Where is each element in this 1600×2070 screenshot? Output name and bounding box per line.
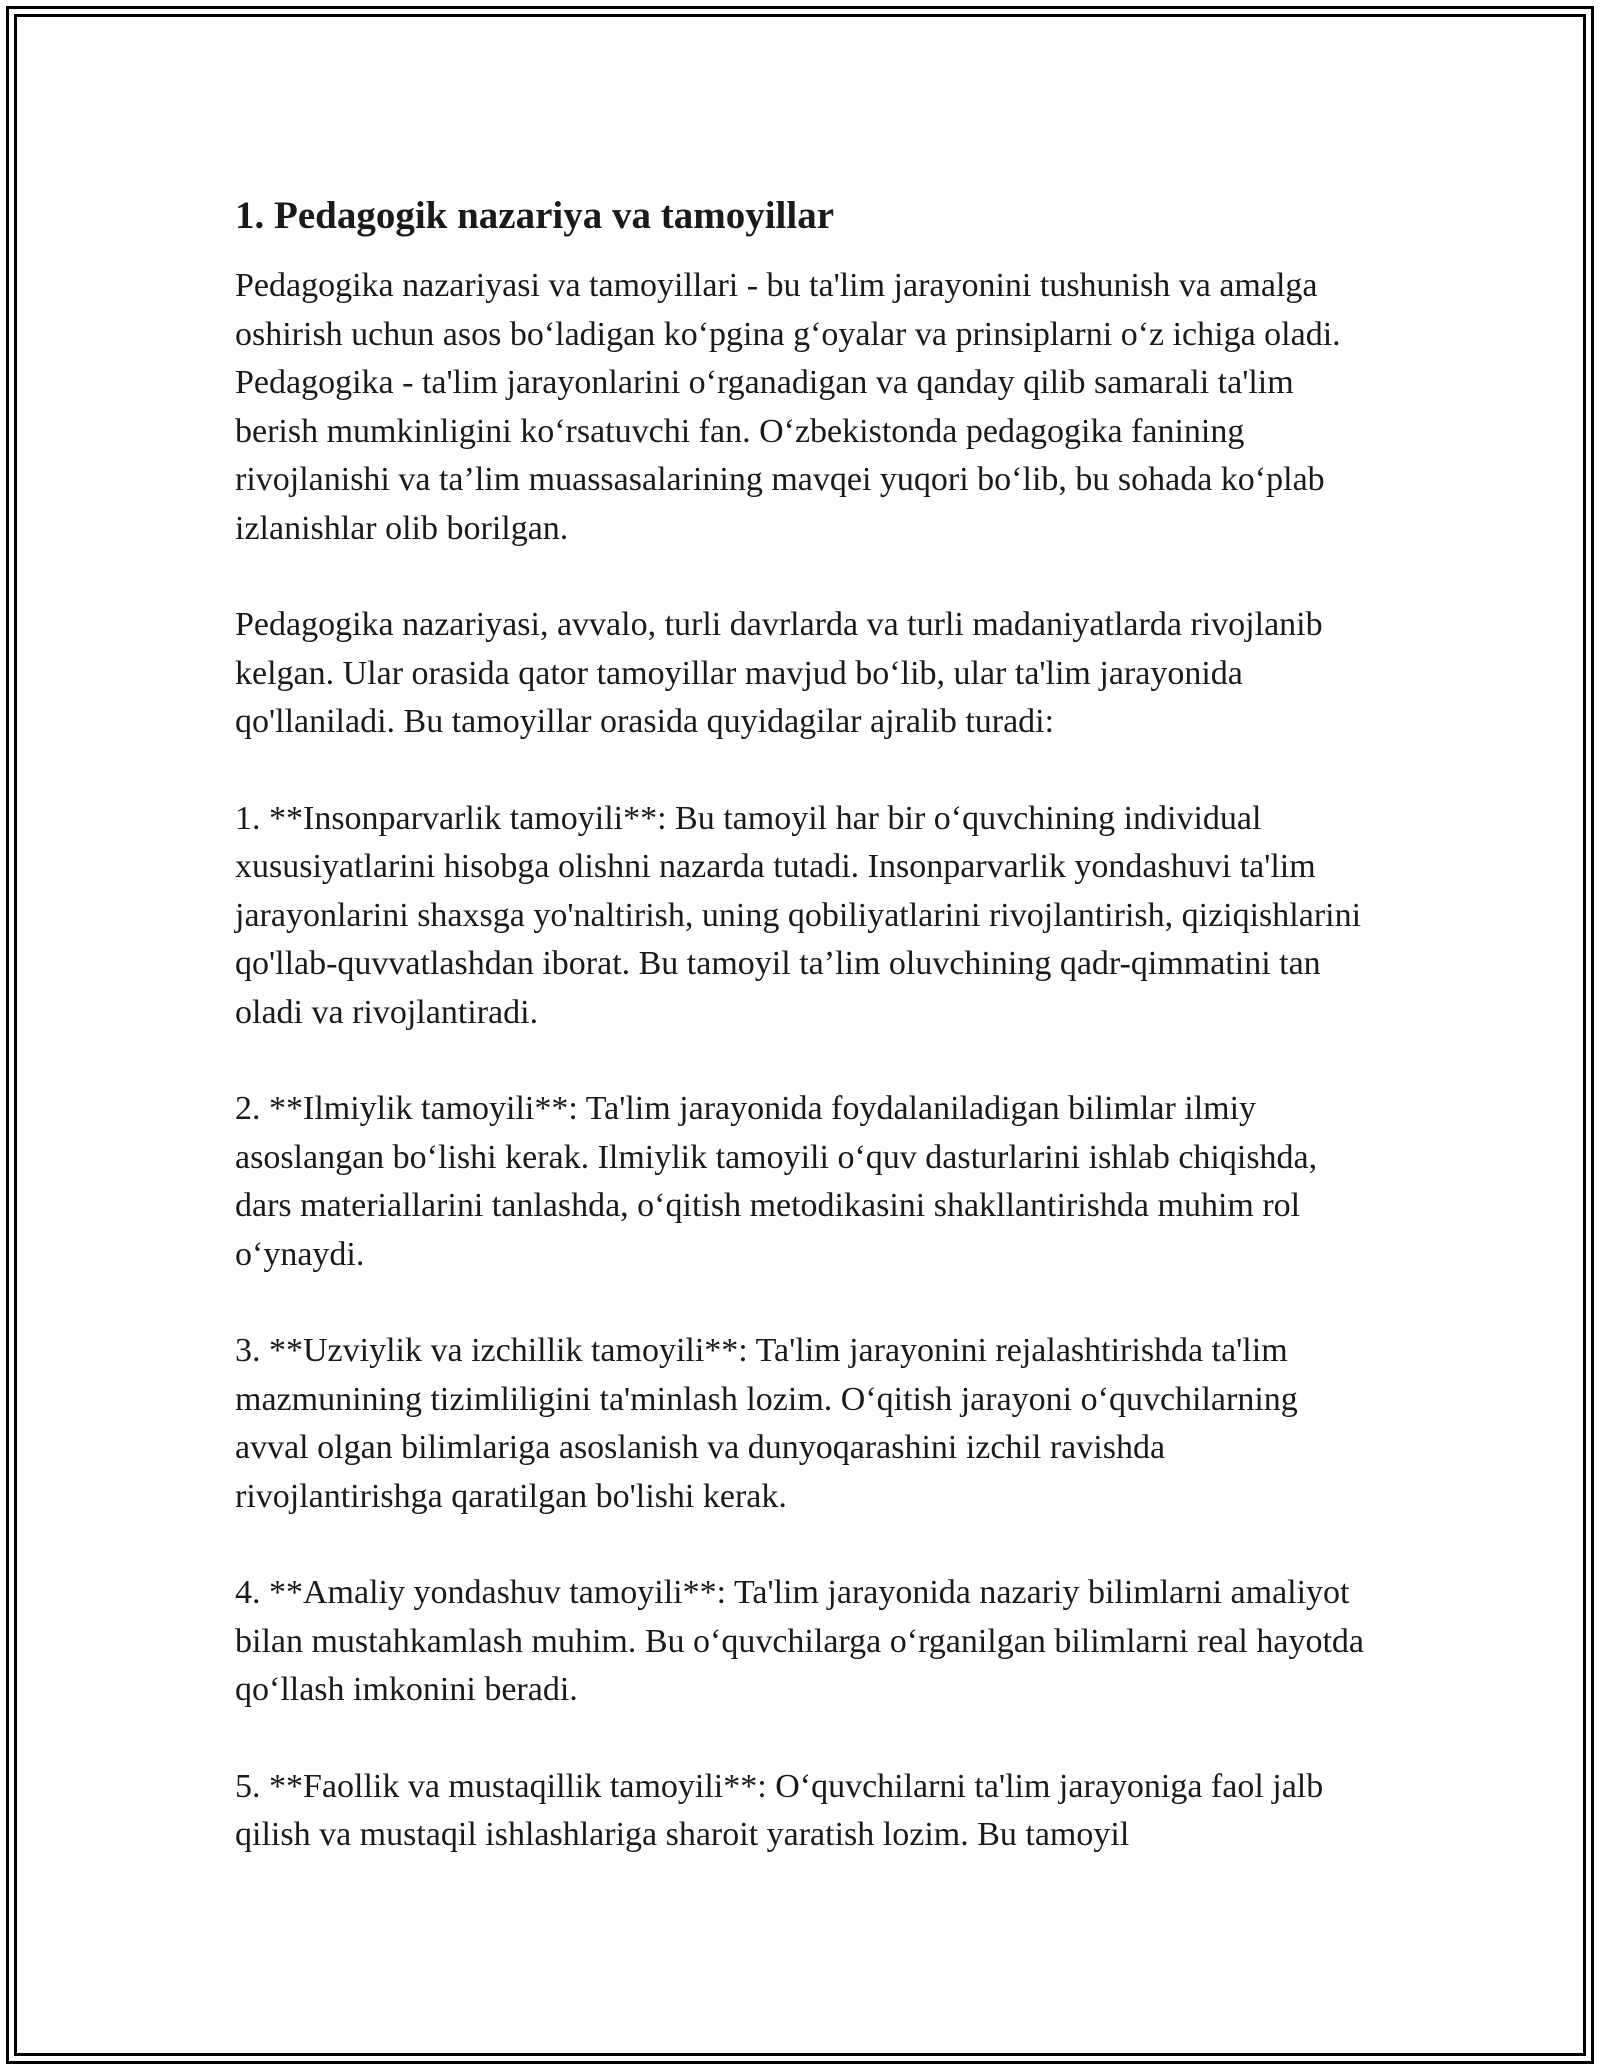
paragraph-intro: Pedagogika nazariyasi va tamoyillari - bu ta'lim jarayonini tushunish va amalga oshirish uchun asos bo‘ladigan ko‘pgina g‘oyalar va prinsiplarni o‘z ichiga oladi. Pedagogika - ta'lim jarayonlarini o‘rganadigan va qanday qilib samarali ta'lim berish mumkinligini ko‘rsatuvchi fan. O‘zbekistonda pedagogika fanining rivojlanishi va ta’lim muassasalarining mavqei yuqori bo‘lib, bu sohada ko‘plab izlanishlar olib borilgan. xyxy=(235,267,1341,547)
paragraph-principle-5: 5. **Faollik va mustaqillik tamoyili**: O‘quvchilarni ta'lim jarayoniga faol jalb qilish va mustaqil ishlashlariga sharoit yaratish lozim. Bu tamoyil xyxy=(235,1767,1324,1853)
paragraph-theory: Pedagogika nazariyasi, avvalo, turli davrlarda va turli madaniyatlarda rivojlanib kelgan. Ular orasida qator tamoyillar mavjud bo‘lib, ular ta'lim jarayonida qo'llaniladi. Bu tamoyillar orasida quyidagilar ajralib turadi: xyxy=(235,606,1323,740)
paragraph-principle-4: 4. **Amaliy yondashuv tamoyili**: Ta'lim jarayonida nazariy bilimlarni amaliyot bilan mustahkamlash muhim. Bu o‘quvchilarga o‘rganilgan bilimlarni real hayotda qo‘llash imkonini beradi. xyxy=(235,1574,1364,1708)
section-heading: 1. Pedagogik nazariya va tamoyillar xyxy=(235,194,835,237)
paragraph-principle-1: 1. **Insonparvarlik tamoyili**: Bu tamoyil har bir o‘quvchining individual xususiyatlarini hisobga olishni nazarda tutadi. Insonparvarlik yondashuvi ta'lim jarayonlarini shaxsga yo'naltirish, uning qobiliyatlarini rivojlantirish, qiziqishlarini qo'llab-quvvatlashdan iborat. Bu tamoyil ta’lim oluvchining qadr-qimmatini tan oladi va rivojlantiradi. xyxy=(235,799,1362,1031)
paragraph-principle-3: 3. **Uzviylik va izchillik tamoyili**: Ta'lim jarayonini rejalashtirishda ta'lim mazmunining tizimliligini ta'minlash lozim. O‘qitish jarayoni o‘quvchilarning avval olgan bilimlariga asoslanish va dunyoqarashini izchil ravishda rivojlantirishga qaratilgan bo'lishi kerak. xyxy=(235,1332,1298,1515)
document-body xyxy=(235,190,1365,1908)
paragraph-principle-2: 2. **Ilmiylik tamoyili**: Ta'lim jarayonida foydalaniladigan bilimlar ilmiy asoslangan bo‘lishi kerak. Ilmiylik tamoyili o‘quv dasturlarini ishlab chiqishda, dars materiallarini tanlashda, o‘qitish metodikasini shakllantirishda muhim rol o‘ynaydi. xyxy=(235,1090,1318,1273)
